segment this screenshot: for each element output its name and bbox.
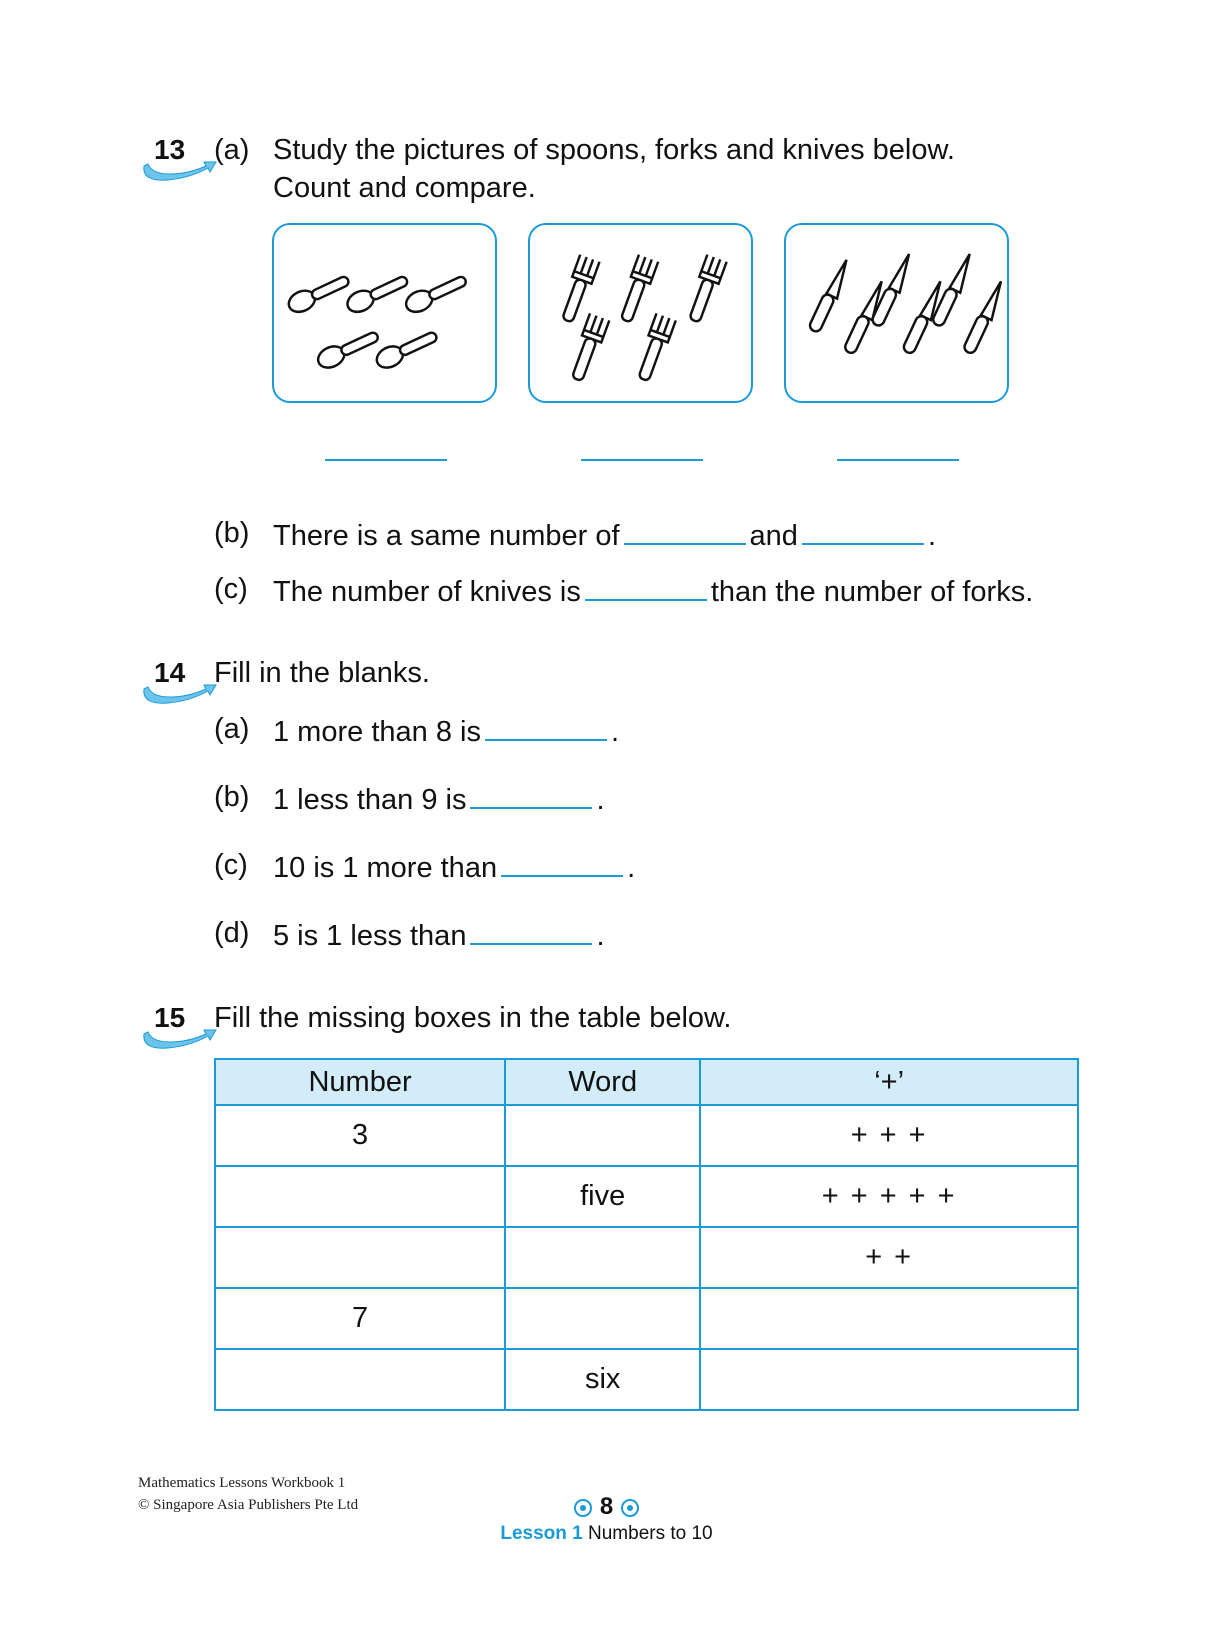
number-cell: 3	[215, 1105, 505, 1166]
lesson-title: Numbers to 10	[588, 1523, 713, 1544]
part-label-b: (b)	[214, 517, 250, 549]
table-row	[215, 1105, 1078, 1166]
sentence-text: 1 more than 8 is	[273, 716, 481, 748]
word-cell: six	[505, 1349, 700, 1410]
knives-count-blank[interactable]	[837, 459, 959, 461]
sentence-text: There is a same number of	[273, 520, 620, 552]
page-number-value: 8	[599, 1493, 614, 1520]
word-cell[interactable]	[505, 1227, 700, 1288]
plus-cell[interactable]	[700, 1349, 1078, 1410]
sentence-text: .	[610, 716, 620, 748]
number-cell[interactable]	[215, 1166, 505, 1227]
part-label-a: (a)	[214, 134, 250, 166]
lesson-label: Lesson 1	[500, 1523, 583, 1544]
knives-picture	[784, 223, 1009, 403]
sentence-text: than the number of forks.	[710, 576, 1034, 608]
table-row	[215, 1349, 1078, 1410]
table-row	[215, 1166, 1078, 1227]
column-header-plus: ‘+’	[700, 1059, 1078, 1105]
number-cell[interactable]	[215, 1349, 505, 1410]
q13-instruction-line2: Count and compare.	[273, 172, 536, 204]
part-label-c: (c)	[214, 573, 248, 605]
q14-c-sentence	[273, 847, 635, 886]
number-cell: 7	[215, 1288, 505, 1349]
question-number: 15	[154, 1002, 186, 1033]
sentence-text: 10 is 1 more than	[273, 852, 498, 884]
forks-picture	[528, 223, 753, 403]
lesson-caption	[0, 1523, 1213, 1545]
plus-cell: + + + + +	[700, 1166, 1078, 1227]
number-word-table	[214, 1058, 1079, 1411]
answer-blank[interactable]	[802, 515, 924, 545]
answer-blank[interactable]	[624, 515, 746, 545]
page-number	[0, 1493, 1213, 1521]
sentence-text: 1 less than 9 is	[273, 784, 467, 816]
q13-c-sentence	[273, 571, 1033, 610]
table-row	[215, 1227, 1078, 1288]
fork-icon	[530, 225, 751, 401]
part-label-b: (b)	[214, 781, 250, 813]
answer-blank[interactable]	[470, 915, 592, 945]
column-header-number: Number	[215, 1059, 505, 1105]
column-header-word: Word	[505, 1059, 700, 1105]
book-title: Mathematics Lessons Workbook 1	[138, 1475, 346, 1491]
spoons-count-blank[interactable]	[325, 459, 447, 461]
answer-blank[interactable]	[585, 571, 707, 601]
answer-blank[interactable]	[485, 711, 607, 741]
part-label-c: (c)	[214, 849, 248, 881]
forks-count-blank[interactable]	[581, 459, 703, 461]
q14-b-sentence	[273, 779, 605, 818]
question-number: 13	[154, 134, 186, 165]
sentence-text: The number of knives is	[273, 576, 581, 608]
word-cell[interactable]	[505, 1288, 700, 1349]
bullet-icon	[621, 1499, 639, 1517]
plus-cell: + + +	[700, 1105, 1078, 1166]
copyright-notice: © Singapore Asia Publishers Pte Ltd	[138, 1497, 359, 1513]
question-number: 14	[154, 657, 186, 688]
answer-blank[interactable]	[470, 779, 592, 809]
question-14-badge	[138, 655, 218, 715]
table-header-row	[215, 1059, 1078, 1105]
sentence-text: and	[749, 520, 798, 552]
q14-instruction: Fill in the blanks.	[214, 657, 430, 689]
part-label-a: (a)	[214, 713, 250, 745]
q14-a-sentence	[273, 711, 619, 750]
spoons-picture	[272, 223, 497, 403]
q14-d-sentence	[273, 915, 605, 954]
plus-cell[interactable]	[700, 1288, 1078, 1349]
q13-instruction-line1: Study the pictures of spoons, forks and knives below.	[273, 134, 955, 166]
question-15-badge	[138, 1000, 218, 1060]
sentence-text: .	[596, 784, 605, 816]
plus-cell: + +	[700, 1227, 1078, 1288]
part-label-d: (d)	[214, 917, 250, 949]
word-cell: five	[505, 1166, 700, 1227]
sentence-text: .	[596, 920, 605, 952]
number-cell[interactable]	[215, 1227, 505, 1288]
sentence-text: .	[627, 852, 636, 884]
knife-icon	[786, 225, 1007, 401]
sentence-text: 5 is 1 less than	[273, 920, 467, 952]
q13-b-sentence	[273, 515, 936, 554]
spoon-icon	[274, 225, 495, 401]
question-13-badge	[138, 132, 218, 192]
table-row	[215, 1288, 1078, 1349]
bullet-icon	[574, 1499, 592, 1517]
answer-blank[interactable]	[501, 847, 623, 877]
q15-instruction: Fill the missing boxes in the table below.	[214, 1002, 732, 1034]
word-cell[interactable]	[505, 1105, 700, 1166]
sentence-text: .	[927, 520, 936, 552]
